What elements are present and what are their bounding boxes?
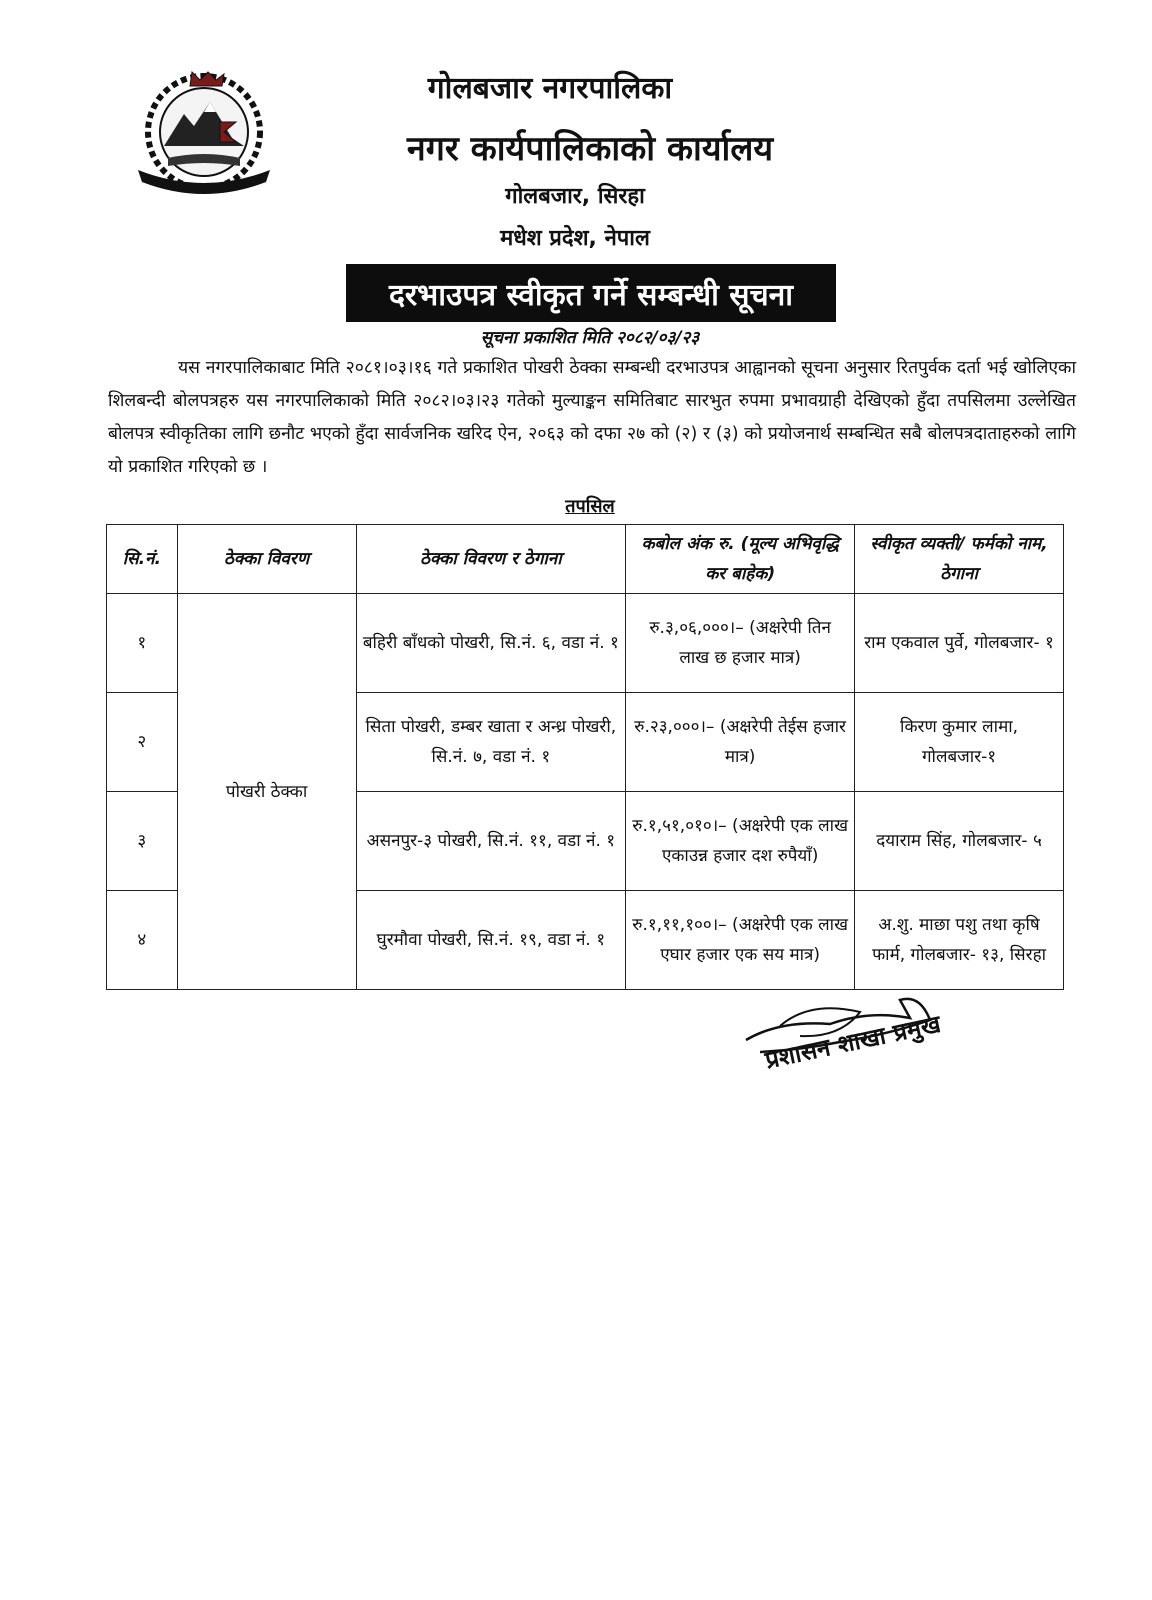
cell-details: बहिरी बाँधको पोखरी, सि.नं. ६, वडा नं. १	[356, 594, 626, 693]
header-details: ठेक्का विवरण र ठेगाना	[356, 525, 626, 594]
cell-awardee: अ.शु. माछा पशु तथा कृषि फार्म, गोलबजार- १३, सिरहा	[855, 891, 1064, 990]
header-amount: कबोल अंक रु. (मूल्य अभिवृद्धि कर बाहेक)	[626, 525, 855, 594]
table-row	[107, 594, 1064, 693]
cell-details: सिता पोखरी, डम्बर खाता र अन्ध्र पोखरी, सि.नं. ७, वडा नं. १	[356, 693, 626, 792]
cell-sn: ३	[107, 792, 178, 891]
cell-amount: रु.१,११,१००।– (अक्षरेपी एक लाख एघार हजार एक सय मात्र)	[626, 891, 855, 990]
cell-amount: रु.३,०६,०००।– (अक्षरेपी तिन लाख छ हजार मात्र)	[626, 594, 855, 693]
office-name: नगर कार्यपालिकाको कार्यालय	[406, 129, 774, 169]
cell-awardee: दयाराम सिंह, गोलबजार- ५	[855, 792, 1064, 891]
award-table	[106, 524, 1064, 990]
cell-sn: ४	[107, 891, 178, 990]
cell-sn: १	[107, 594, 178, 693]
cell-contract-type: पोखरी ठेक्का	[177, 594, 356, 990]
header-sn: सि.नं.	[107, 525, 178, 594]
cell-details: घुरमौवा पोखरी, सि.नं. १९, वडा नं. १	[356, 891, 626, 990]
signature-title: प्रशासन शाखा प्रमुख	[762, 1009, 944, 1075]
nepal-emblem-icon	[128, 66, 280, 200]
header-awardee: स्वीकृत व्यक्ती/ फर्मको नाम, ठेगाना	[855, 525, 1064, 594]
published-date: सूचना प्रकाशित मिति २०८२/०३/२३	[480, 328, 700, 348]
cell-awardee: किरण कुमार लामा, गोलबजार-१	[855, 693, 1064, 792]
cell-sn: २	[107, 693, 178, 792]
office-province: मधेश प्रदेश, नेपाल	[500, 226, 650, 251]
municipality-name: गोलबजार नगरपालिका	[427, 71, 673, 106]
table-title: तपसिल	[565, 496, 615, 517]
header-contract-type: ठेक्का विवरण	[177, 525, 356, 594]
cell-amount: रु.२३,०००।– (अक्षरेपी तेईस हजार मात्र)	[626, 693, 855, 792]
notice-body: यस नगरपालिकाबाट मिति २०८१।०३।१६ गते प्रकाशित पोखरी ठेक्का सम्बन्धी दरभाउपत्र आह्वानको सूचना अनुसार रितपुर्वक दर्ता भई खोलिएका शिलबन्दी बोलपत्रहरु यस नगरपालिकाको मिति २०८२।०३।२३ गतेको मुल्याङ्कन समितिबाट सारभुत रुपमा प्रभावग्राही देखिएको हुँदा तपसिलमा उल्लेखित बोलपत्र स्वीकृतिका लागि छनौट भएको हुँदा सार्वजनिक खरिद ऐन, २०६३ को दफा २७ को (२) र (३) को प्रयोजनार्थ सम्बन्धित सबै बोलपत्रदाताहरुको लागि यो प्रकाशित गरिएको छ ।	[108, 358, 1076, 477]
cell-details: असनपुर-३ पोखरी, सि.नं. ११, वडा नं. १	[356, 792, 626, 891]
table-header-row	[107, 525, 1064, 594]
cell-awardee: राम एकवाल पुर्वे, गोलबजार- १	[855, 594, 1064, 693]
office-location: गोलबजार, सिरहा	[505, 184, 645, 209]
cell-amount: रु.१,५१,०१०।– (अक्षरेपी एक लाख एकाउन्न हजार दश रुपैयाँ)	[626, 792, 855, 891]
notice-title: दरभाउपत्र स्वीकृत गर्ने सम्बन्धी सूचना	[346, 264, 836, 322]
